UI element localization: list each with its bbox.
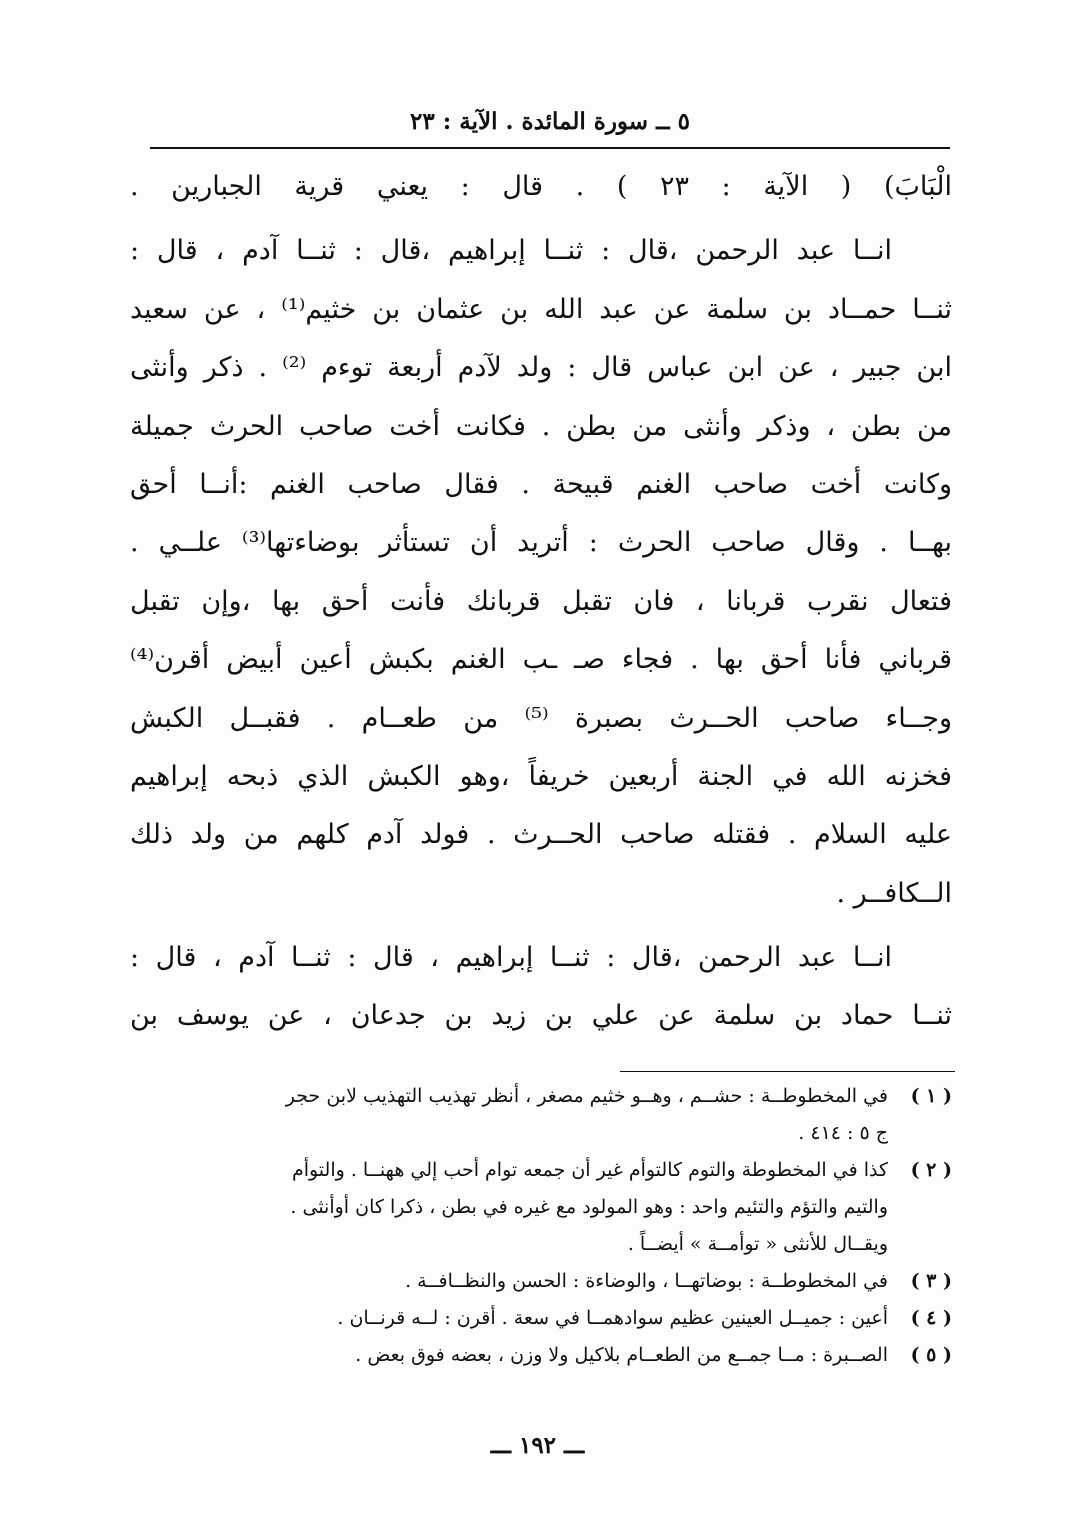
footnote-number: ( ٣ )	[910, 1270, 952, 1292]
footnote-line: والتيم والتؤم والتئيم واحد : وهو المولود مع غيره في بطن ، ذكرا كان أوأنثى .	[290, 1196, 888, 1218]
footnote-body	[112, 1263, 888, 1300]
footnote-line: في المخطوطــة : حشــم ، وهــو خثيم مصغر ، أنظر تهذيب التهذيب لابن حجر	[285, 1085, 888, 1107]
header-rule	[150, 147, 950, 149]
text-line: فخزنه الله في الجنة أربعين خريفاً ،وهو الكبش الذي ذبحه إبراهيم	[130, 760, 952, 792]
text-line: فتعال نقرب قربانا ، فان تقبل قربانك فأنت أحق بها ،وإن تقبل	[130, 585, 952, 617]
footnote-body	[112, 1337, 888, 1374]
footnote-line: ويقــال للأنثى « توأمــة » أيضــاً .	[627, 1233, 888, 1255]
footnote-number: ( ٢ )	[910, 1159, 952, 1181]
footnote-body	[112, 1152, 888, 1263]
text-line: ثنــا حمــاد بن سلمة عن عبد الله بن عثمان بن خثيم⁽¹⁾ ، عن سعيد	[130, 293, 952, 325]
footnote-line: الصــبرة : مــا جمــع من الطعــام بلاكيل ولا وزن ، بعضه فوق بعض .	[355, 1344, 888, 1366]
text-line: الــكافــر .	[836, 877, 952, 909]
footnote-number: ( ٥ )	[910, 1344, 952, 1366]
footnote	[112, 1300, 952, 1337]
text-line: عليه السلام . فقتله صاحب الحــرث . فولد آدم كلهم من ولد ذلك	[130, 819, 952, 851]
text-line: ثنــا حماد بن سلمة عن علي بن زيد بن جدعان ، عن يوسف بن	[130, 1000, 952, 1032]
body-text	[130, 158, 952, 1046]
running-header: ٥ ــ سورة المائدة . الآية : ٢٣	[410, 108, 690, 135]
footnote-rule	[620, 1071, 955, 1072]
footnote	[112, 1337, 952, 1374]
footnote	[112, 1263, 952, 1300]
footnote-number: ( ٤ )	[910, 1307, 952, 1329]
text-line: انــا عبد الرحمن ،قال : ثنــا إبراهيم ،قال : ثنــا آدم ، قال :	[130, 235, 892, 267]
text-line: قرباني فأنا أحق بها . فجاء صـ ـب الغنم بكبش أعين أبيض أقرن⁽⁴⁾	[130, 644, 952, 676]
footnote-body	[112, 1078, 888, 1152]
text-line: الْبَابَ) ( الآية : ٢٣ ) . قال : يعني قرية الجبارين .	[130, 171, 952, 202]
text-line: انــا عبد الرحمن ،قال : ثنــا إبراهيم ، قال : ثنــا آدم ، قال :	[130, 942, 892, 974]
footnote	[112, 1152, 952, 1263]
footnotes	[112, 1078, 952, 1374]
footnote-body	[112, 1300, 888, 1337]
footnote-number: ( ١ )	[910, 1085, 952, 1107]
text-line: بهــا . وقال صاحب الحرث : أتريد أن تستأثر بوضاءتها⁽³⁾ علــي .	[130, 527, 952, 559]
text-line: وكانت أخت صاحب الغنم قبيحة . فقال صاحب الغنم :أنــا أحق	[130, 468, 952, 500]
page-number: ـــ ١٩٢ ـــ	[490, 1432, 585, 1459]
text-line: وجــاء صاحب الحــرث بصبرة ⁽⁵⁾ من طعــام . فقبــل الكبش	[130, 702, 952, 734]
text-line: من بطن ، وذكر وأنثى من بطن . فكانت أخت صاحب الحرث جميلة	[130, 410, 952, 442]
footnote-line: أعين : جميــل العينين عظيم سوادهمــا في سعة . أقرن : لــه قرنــان .	[337, 1307, 888, 1329]
footnote	[112, 1078, 952, 1152]
footnote-line: ج ٥ : ٤١٤ .	[798, 1122, 888, 1144]
footnote-line: كذا في المخطوطة والتوم كالتوأم غير أن جمعه توام أحب إلي ههنــا . والتوأم	[291, 1159, 888, 1181]
text-line: ابن جبير ، عن ابن عباس قال : ولد لآدم أربعة توءم ⁽²⁾ . ذكر وأنثى	[130, 352, 952, 384]
footnote-line: في المخطوطــة : بوضاتهــا ، والوضاءة : الحسن والنظــافــة .	[405, 1270, 888, 1292]
